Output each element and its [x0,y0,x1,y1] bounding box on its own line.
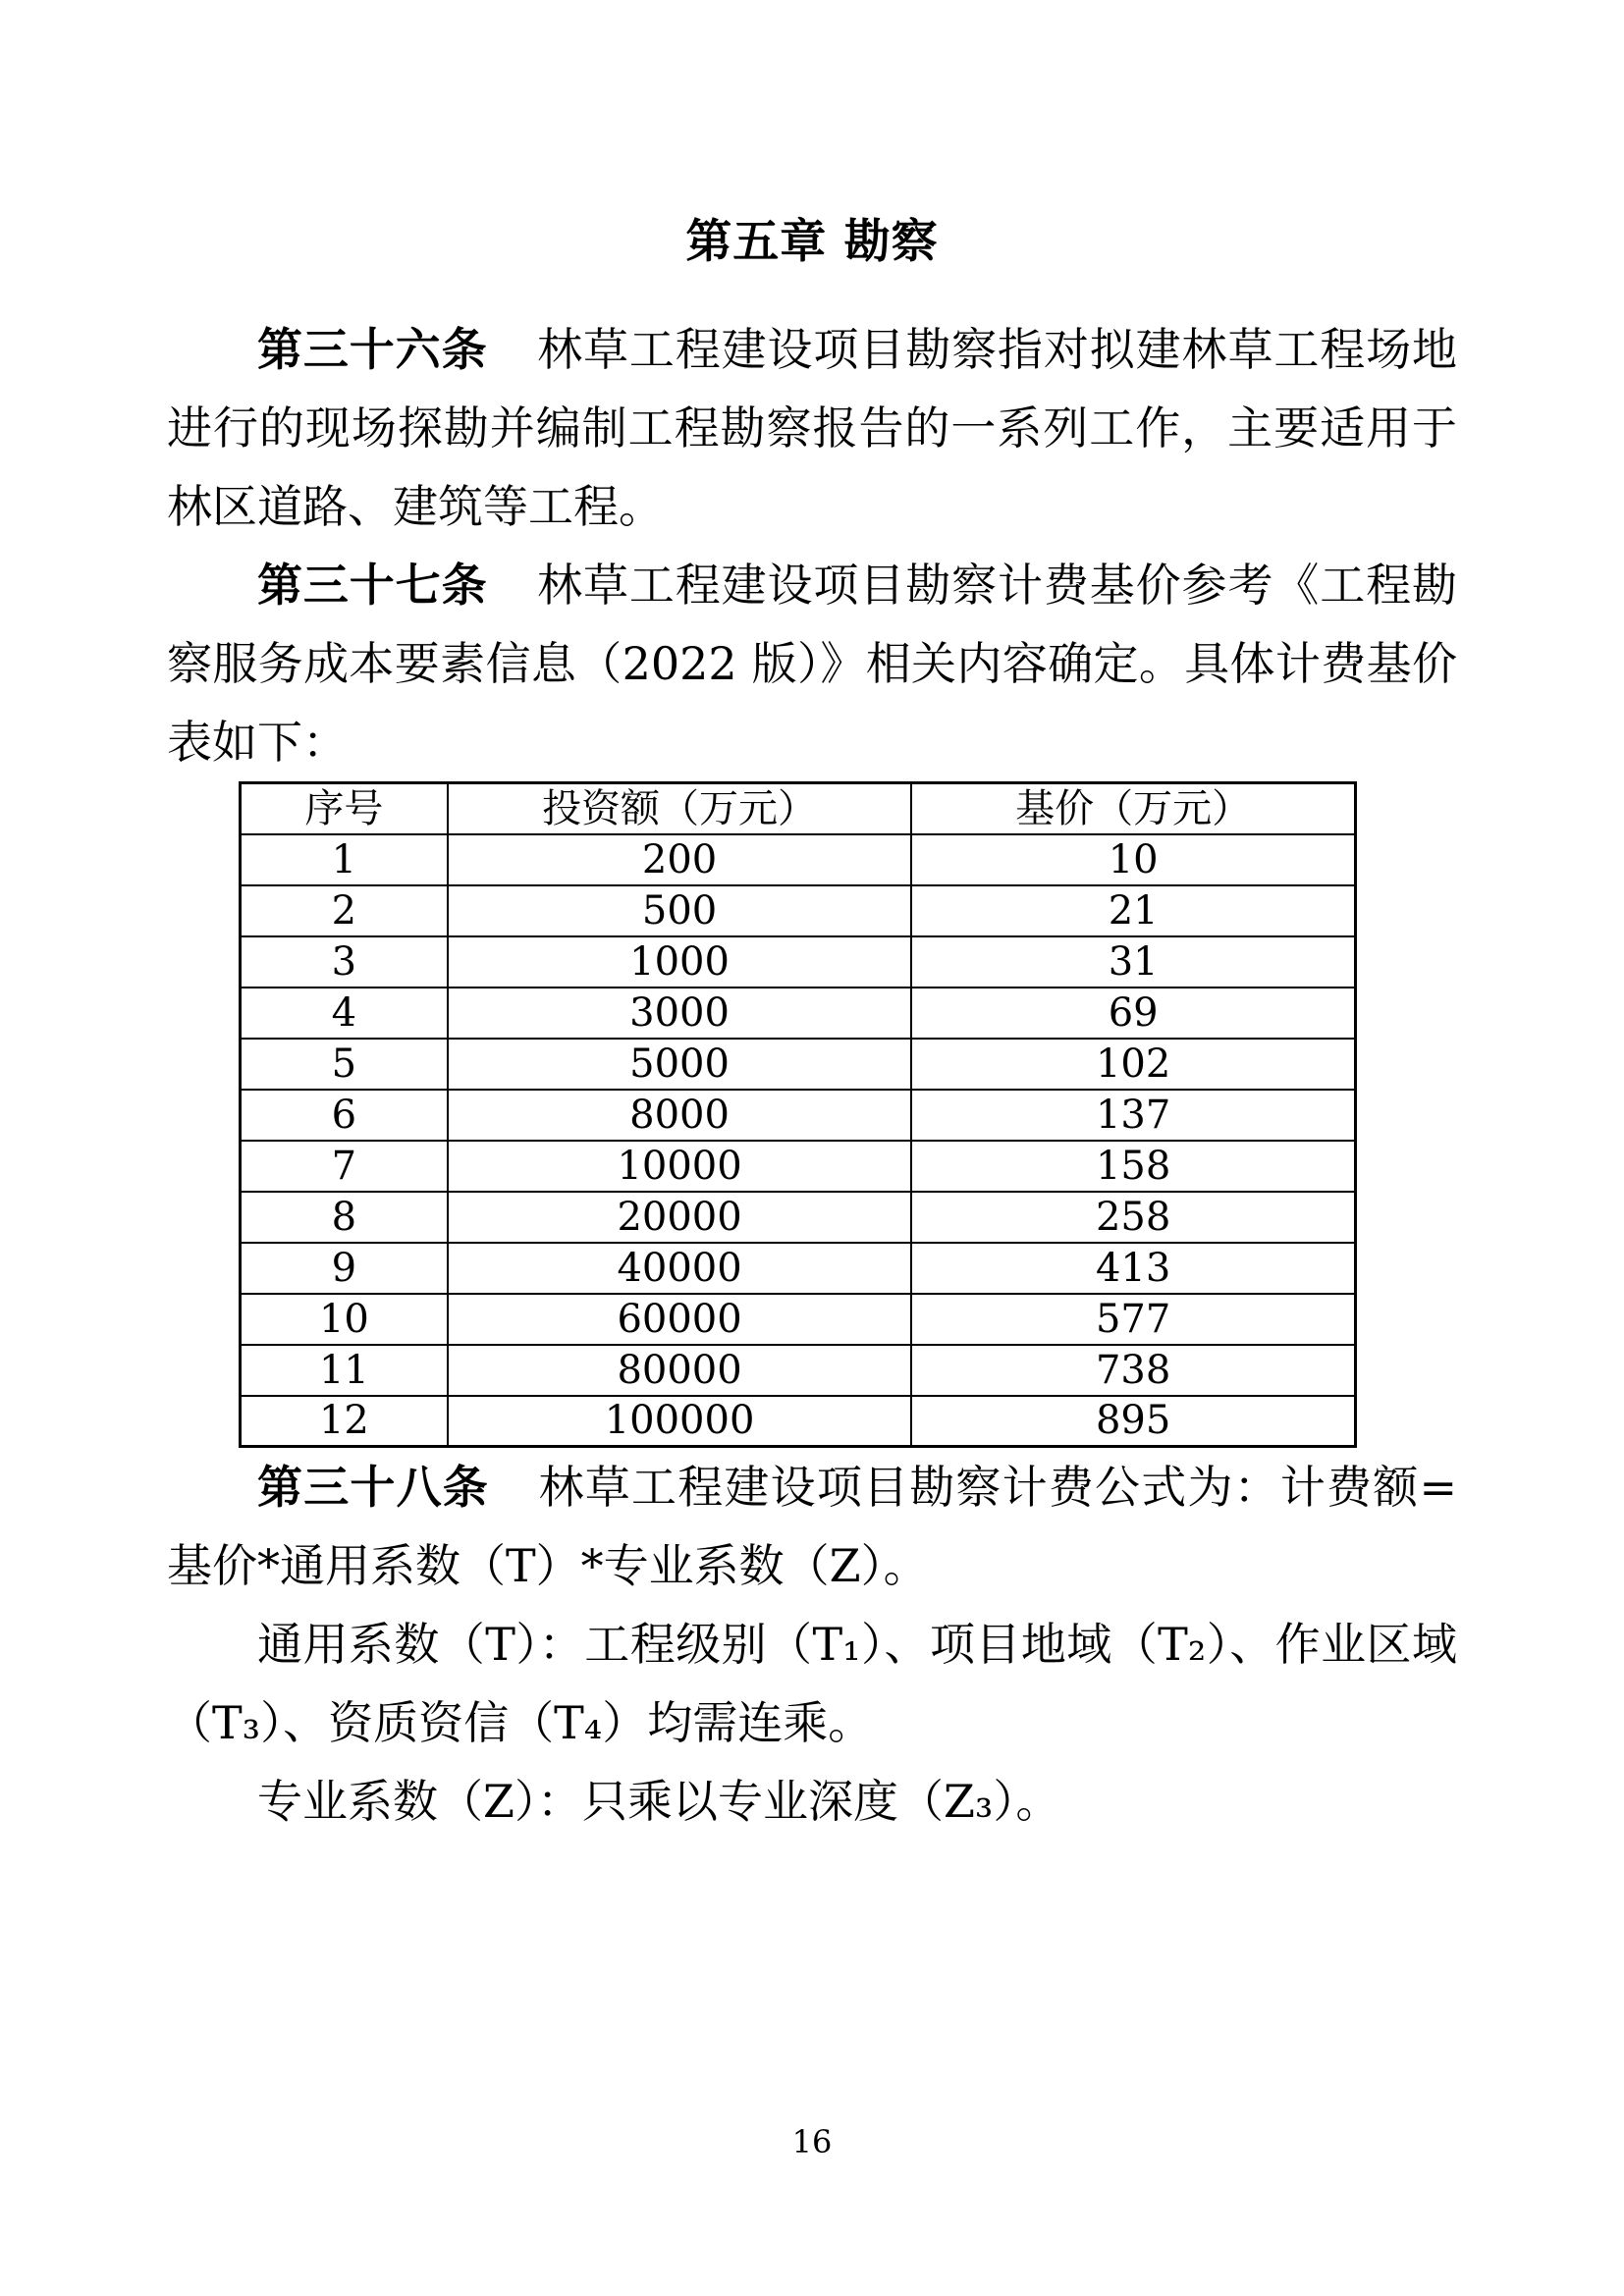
article-38-label: 第三十八条 [257,1461,490,1514]
table-row [241,1141,1356,1192]
table-cell: 10000 [448,1141,912,1192]
article-36-text: 林草工程建设项目勘察指对拟建林草工程场地进行的现场探勘并编制工程勘察报告的一系列工作，主要适用于林区道路、建筑等工程。 [167,323,1458,533]
table-cell: 6 [241,1090,448,1141]
article-37-label: 第三十七条 [257,559,488,612]
table-row [241,885,1356,936]
table-row [241,1039,1356,1090]
article-37-paragraph [167,546,1457,781]
header-cell-sequence: 序号 [241,783,448,834]
table-row [241,1396,1356,1447]
table-cell: 577 [911,1294,1355,1345]
table-cell: 158 [911,1141,1355,1192]
fee-table-header-row [241,783,1356,834]
article-38-paragraph [167,1448,1457,1605]
table-cell: 10 [241,1294,448,1345]
general-coefficient-text: 通用系数（T）：工程级别（T₁）、项目地域（T₂）、作业区域（T₃）、资质资信（T₄）均需连乘。 [167,1618,1457,1749]
chapter-title: 第五章 勘察 [685,215,939,269]
table-cell: 200 [448,834,912,885]
table-cell: 40000 [448,1243,912,1294]
table-cell: 21 [911,885,1355,936]
table-cell: 1 [241,834,448,885]
table-row [241,834,1356,885]
table-row [241,1243,1356,1294]
table-cell: 31 [911,936,1355,988]
table-cell: 3000 [448,988,912,1039]
article-36-paragraph [167,310,1457,546]
table-cell: 69 [911,988,1355,1039]
table-cell: 12 [241,1396,448,1447]
table-cell: 738 [911,1345,1355,1396]
table-cell: 137 [911,1090,1355,1141]
table-cell: 413 [911,1243,1355,1294]
table-row [241,1294,1356,1345]
table-cell: 4 [241,988,448,1039]
table-cell: 9 [241,1243,448,1294]
table-cell: 102 [911,1039,1355,1090]
table-cell: 10 [911,834,1355,885]
table-cell: 8 [241,1192,448,1243]
table-row [241,988,1356,1039]
table-cell: 5 [241,1039,448,1090]
table-cell: 1000 [448,936,912,988]
table-cell: 3 [241,936,448,988]
article-38-text: 林草工程建设项目勘察计费公式为：计费额=基价*通用系数（T）*专业系数（Z）。 [167,1461,1457,1592]
table-cell: 11 [241,1345,448,1396]
professional-coefficient-text: 专业系数（Z）：只乘以专业深度（Z₃）。 [257,1775,1061,1828]
document-body [167,310,1457,1841]
table-cell: 2 [241,885,448,936]
table-row [241,936,1356,988]
table-cell: 7 [241,1141,448,1192]
table-cell: 500 [448,885,912,936]
header-cell-investment: 投资额（万元） [448,783,912,834]
table-cell: 258 [911,1192,1355,1243]
fee-table-body [241,834,1356,1447]
table-cell: 8000 [448,1090,912,1141]
article-37-text: 林草工程建设项目勘察计费基价参考《工程勘察服务成本要素信息（2022 版）》相关内容确定。具体计费基价表如下： [167,559,1458,769]
fee-base-price-table [239,781,1357,1448]
table-row [241,1345,1356,1396]
general-coefficient-note [167,1605,1457,1762]
table-cell: 895 [911,1396,1355,1447]
table-cell: 100000 [448,1396,912,1447]
professional-coefficient-note [167,1762,1457,1841]
header-cell-base-price: 基价（万元） [911,783,1355,834]
table-cell: 80000 [448,1345,912,1396]
article-36-label: 第三十六条 [257,323,488,376]
table-row [241,1090,1356,1141]
table-row [241,1192,1356,1243]
table-cell: 60000 [448,1294,912,1345]
table-cell: 20000 [448,1192,912,1243]
page-number: 16 [791,2123,833,2161]
table-cell: 5000 [448,1039,912,1090]
